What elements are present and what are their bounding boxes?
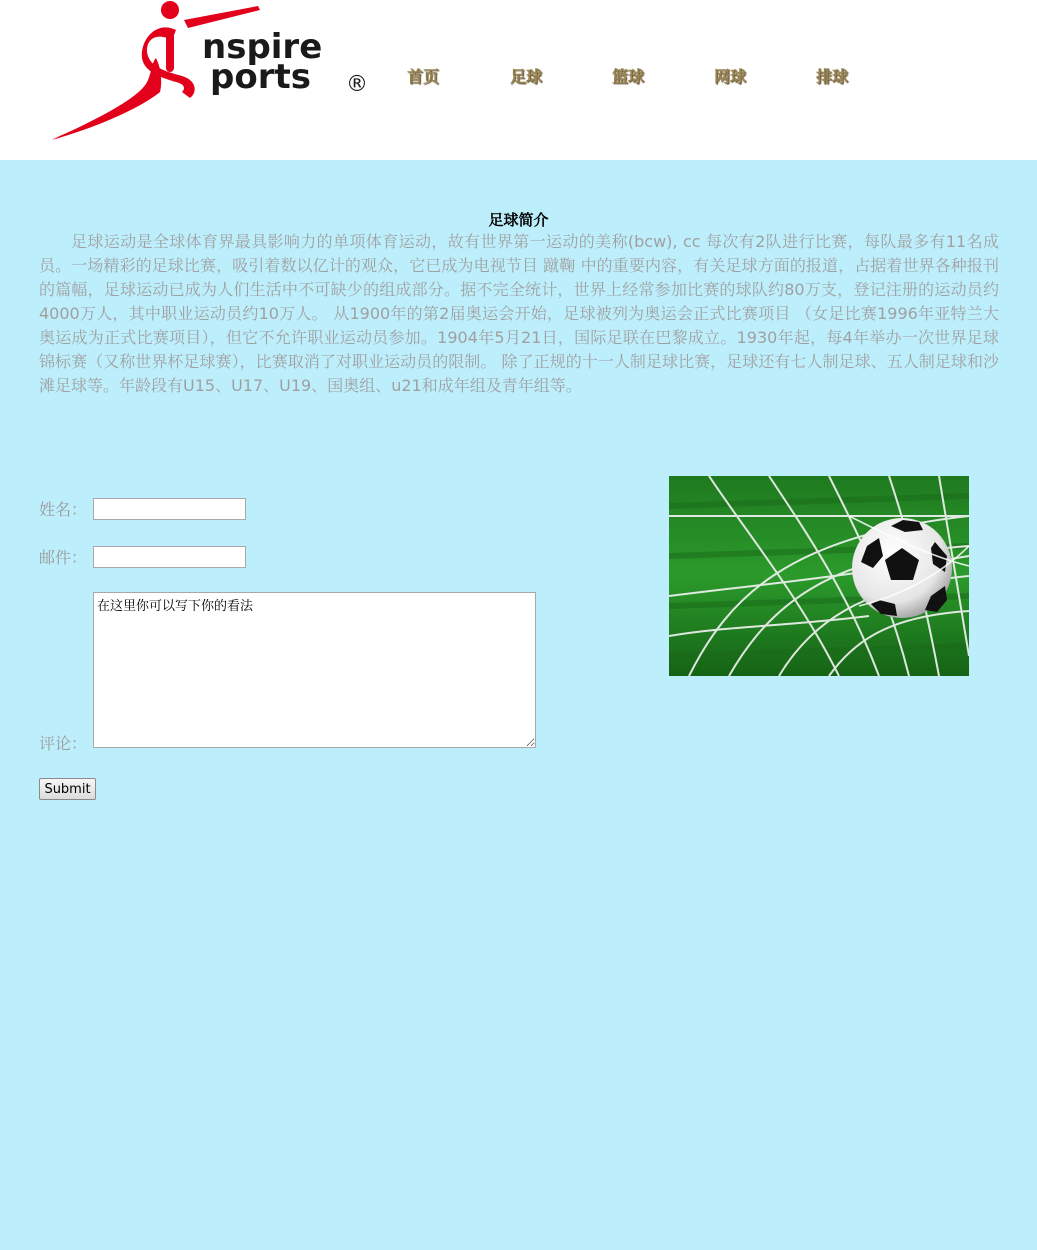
- submit-button[interactable]: Submit: [39, 778, 96, 800]
- nav-item-volleyball[interactable]: 排球: [816, 67, 849, 86]
- comment-label: 评论：: [39, 734, 88, 753]
- article-title: 足球简介: [488, 211, 549, 229]
- site-header: [0, 0, 1037, 160]
- nav-item-basketball[interactable]: 篮球: [612, 67, 645, 86]
- registered-mark: ®: [346, 72, 368, 97]
- soccer-ball-in-net-photo: [669, 476, 969, 676]
- logo-text-line1: nspire: [202, 27, 323, 67]
- logo-text-line2: ports: [210, 57, 311, 97]
- nav-item-tennis[interactable]: 网球: [714, 67, 747, 86]
- comment-textarea[interactable]: [93, 592, 536, 748]
- main-nav: [0, 0, 1037, 160]
- name-label: 姓名：: [39, 500, 88, 519]
- email-input[interactable]: [93, 546, 246, 568]
- nav-item-home[interactable]: 首页: [407, 67, 440, 86]
- name-input[interactable]: [93, 498, 246, 520]
- nav-item-football[interactable]: 足球: [510, 67, 543, 86]
- email-label: 邮件：: [39, 548, 88, 567]
- main-content: [0, 160, 1037, 1250]
- article-body: 足球运动是全球体育界最具影响力的单项体育运动，故有世界第一运动的美称(bcw), cc 每次有2队进行比赛，每队最多有11名成员。一场精彩的足球比赛，吸引着数以亿计的观众，它已成为电视节目 蹴鞠 中的重要内容，有关足球方面的报道，占据着世界各种报刊的篇幅，足球运动已成为人们生活中不可缺少的组成部分。据不完全统计，世界上经常参加比赛的球队约80万支，登记注册的运动员约4000万人，其中职业运动员约10万人。 从1900年的第2届奥运会开始，足球被列为奥运会正式比赛项目 （女足比赛1996年亚特兰大奥运成为正式比赛项目），但它不允许职业运动员参加。1904年5月21日，国际足联在巴黎成立。1930年起，每4年举办一次世界足球锦标赛（又称世界杯足球赛），比赛取消了对职业运动员的限制。 除了正规的十一人制足球比赛，足球还有七人制足球、五人制足球和沙滩足球等。年龄段有U15、U17、U19、国奥组、u21和成年组及青年组等。: [39, 232, 999, 395]
